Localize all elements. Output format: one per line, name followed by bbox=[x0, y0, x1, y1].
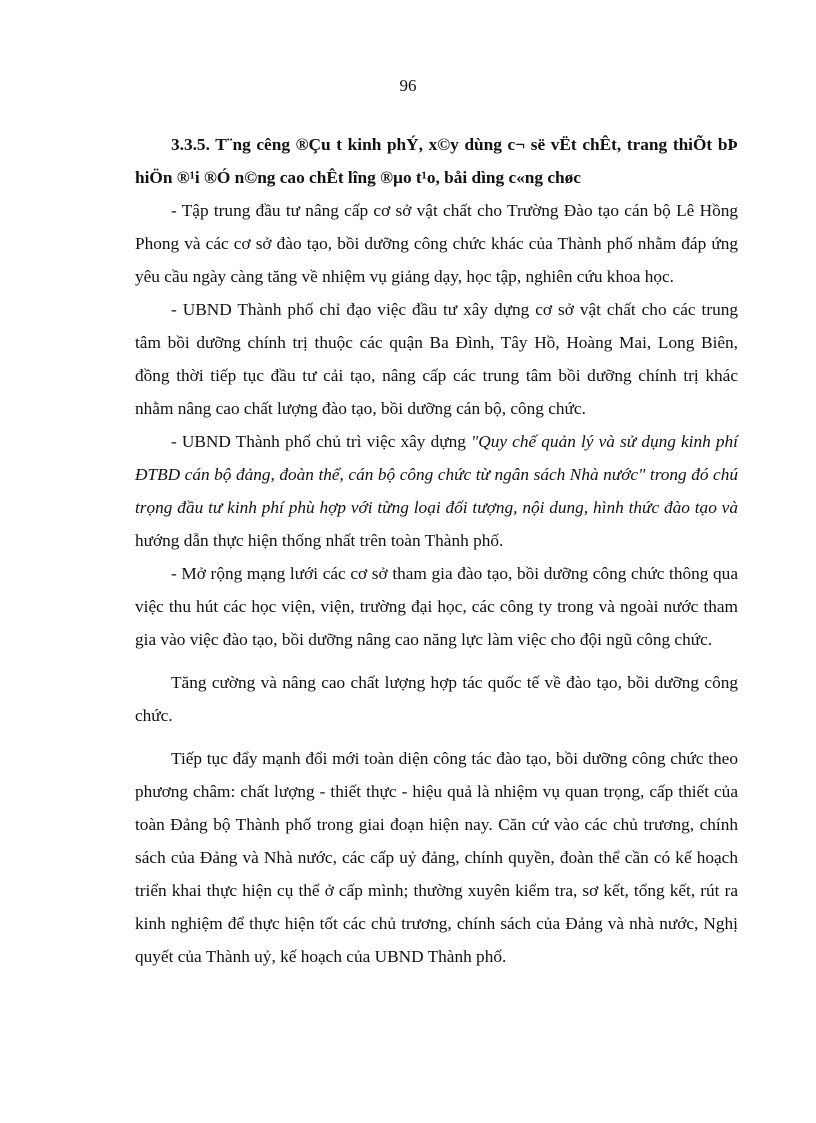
paragraph-5: Tăng cường và nâng cao chất lượng hợp tác quốc tế về đào tạo, bồi dưỡng công chức. bbox=[135, 673, 738, 725]
page-content bbox=[135, 128, 738, 973]
paragraph-3-lead: - UBND Thành phố chủ trì việc xây dựng bbox=[171, 432, 471, 451]
paragraph-1: - Tập trung đầu tư nâng cấp cơ sở vật chất cho Trường Đào tạo cán bộ Lê Hồng Phong và các cơ sở đào tạo, bồi dưỡng công chức khác của Thành phố nhằm đáp ứng yêu cầu ngày càng tăng về nhiệm vụ giảng dạy, học tập, nghiên cứu khoa học. bbox=[135, 201, 738, 286]
paragraph-2: - UBND Thành phố chỉ đạo việc đầu tư xây dựng cơ sở vật chất cho các trung tâm bồi dưỡng chính trị thuộc các quận Ba Đình, Tây Hồ, Hoàng Mai, Long Biên, đồng thời tiếp tục đầu tư cải tạo, nâng cấp các trung tâm bồi dưỡng chính trị khác nhằm nâng cao chất lượng đào tạo, bồi dưỡng cán bộ, công chức. bbox=[135, 300, 738, 418]
paragraph-3 bbox=[135, 425, 738, 557]
paragraph-4: - Mở rộng mạng lưới các cơ sở tham gia đào tạo, bồi dưỡng công chức thông qua việc thu hút các học viện, viện, trường đại học, các công ty trong và ngoài nước tham gia vào việc đào tạo, bồi dưỡng nâng cao năng lực làm việc cho đội ngũ công chức. bbox=[135, 564, 738, 649]
page-number: 96 bbox=[399, 76, 417, 95]
section-heading: 3.3.5. T¨ng cêng ®Çu t kinh phÝ, x©y dùng c¬ së vËt chÊt, trang thiÕt bÞ hiÖn ®¹i ®Ó n©ng cao chÊt lîng ®µo t¹o, båi dìng c«ng chøc bbox=[135, 135, 738, 187]
paragraph-3-italic: "Quy chế quản lý và sử dụng kinh phí ĐTBD cán bộ đảng, đoàn thể, cán bộ công chức từ ngân sách Nhà nước" trong đó chú trọng đầu tư kinh phí phù hợp với từng loại đối tượng, nội dung, hình thức đào tạo và bbox=[135, 432, 738, 517]
paragraph-6: Tiếp tục đẩy mạnh đổi mới toàn diện công tác đào tạo, bồi dưỡng công chức theo phương châm: chất lượng - thiết thực - hiệu quả là nhiệm vụ quan trọng, cấp thiết của toàn Đảng bộ Thành phố trong giai đoạn hiện nay. Căn cứ vào các chủ trương, chính sách của Đảng và Nhà nước, các cấp uỷ đảng, chính quyền, đoàn thể cần có kế hoạch triển khai thực hiện cụ thể ở cấp mình; thường xuyên kiểm tra, sơ kết, tổng kết, rút ra kinh nghiệm để thực hiện tốt các chủ trương, chính sách của Đảng và nhà nước, Nghị quyết của Thành uỷ, kế hoạch của UBND Thành phố. bbox=[135, 749, 738, 966]
paragraph-3-tail: hướng dẫn thực hiện thống nhất trên toàn Thành phố. bbox=[135, 531, 504, 550]
